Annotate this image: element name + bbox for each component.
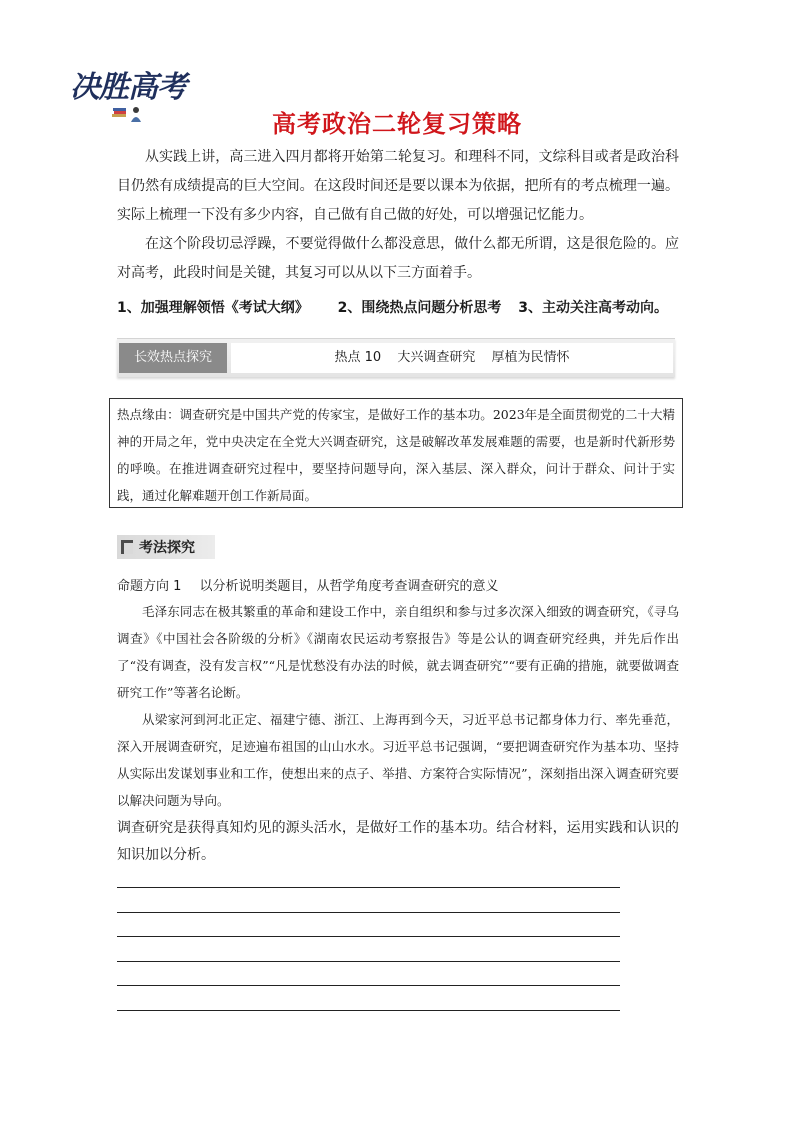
answer-line bbox=[117, 887, 620, 888]
intro-paragraph: 从实践上讲，高三进入四月都将开始第二轮复习。和理科不同，文综科目或者是政治科目仍然有成绩提高的巨大空间。在这段时间还是要以课本为依据，把所有的考点梳理一遍。实际上梳理一下没有多少内容，自己做有自己做的好处，可以增强记忆能力。 bbox=[117, 149, 679, 223]
answer-line bbox=[117, 961, 620, 962]
hot-topic-origin-box: 热点缘由：调查研究是中国共产党的传家宝，是做好工作的基本功。2023年是全面贯彻党的二十大精神的开局之年，党中央决定在全党大兴调查研究，这是破解改革发展难题的需要，也是新时代新形势的呼唤。在推进调查研究过程中，要坚持问题导向，深入基层、深入群众，问计于群众、问计于实践，通过化解难题开创工作新局面。 bbox=[109, 398, 683, 508]
direction-number: 命题方向 1 bbox=[117, 579, 182, 594]
hot-topic-title: 大兴调查研究 bbox=[397, 350, 476, 365]
answer-area bbox=[117, 887, 620, 1035]
material-section bbox=[117, 598, 679, 814]
logo-text: 决胜高考 bbox=[70, 70, 186, 105]
hot-topic-heading bbox=[231, 343, 673, 373]
hot-topic-bar bbox=[117, 338, 675, 377]
strategy-item: 3、主动关注高考动向。 bbox=[518, 300, 668, 316]
question-prompt: 调查研究是获得真知灼见的源头活水，是做好工作的基本功。结合材料，运用实践和认识的知识加以分析。 bbox=[117, 820, 679, 863]
direction-text: 以分析说明类题目，从哲学角度考查调查研究的意义 bbox=[199, 579, 499, 594]
material-paragraph: 从梁家河到河北正定、福建宁德、浙江、上海再到今天，习近平总书记都身体力行、率先垂范，深入开展调查研究，足迹遍布祖国的山山水水。习近平总书记强调，“要把调查研究作为基本功、坚持从实际出发谋划事业和工作，使想出来的点子、举措、方案符合实际情况”，深刻指出深入调查研究要以解决问题为导向。 bbox=[117, 712, 679, 808]
material-paragraph: 毛泽东同志在极其繁重的革命和建设工作中，亲自组织和参与过多次深入细致的调查研究，《寻乌调查》《中国社会各阶级的分析》《湖南农民运动考察报告》等是公认的调查研究经典，并先后作出了“没有调查，没有发言权”“凡是忧愁没有办法的时候，就去调查研究”“要有正确的措施，就要做调查研究工作”等著名论断。 bbox=[117, 604, 679, 700]
intro-section bbox=[117, 143, 679, 288]
question-direction bbox=[117, 575, 499, 594]
hot-topic-number: 热点 10 bbox=[334, 350, 382, 365]
answer-line bbox=[117, 1010, 620, 1011]
intro-paragraph: 在这个阶段切忌浮躁，不要觉得做什么都没意思，做什么都无所谓，这是很危险的。应对高考，此段时间是关键，其复习可以从以下三方面着手。 bbox=[117, 236, 679, 281]
page-title: 高考政治二轮复习策略 bbox=[272, 110, 522, 138]
strategy-item: 1、加强理解领悟《考试大纲》 bbox=[117, 300, 309, 316]
answer-line bbox=[117, 912, 620, 913]
strategy-list bbox=[117, 297, 668, 317]
answer-line bbox=[117, 936, 620, 937]
section-label: 考法探究 bbox=[139, 540, 195, 556]
section-marker-icon bbox=[121, 540, 133, 554]
answer-line bbox=[117, 985, 620, 986]
section-header bbox=[117, 535, 215, 559]
hot-topic-subtitle: 厚植为民情怀 bbox=[491, 350, 570, 365]
hot-topic-tag: 长效热点探究 bbox=[119, 343, 227, 373]
strategy-item: 2、围绕热点问题分析思考 bbox=[337, 300, 502, 316]
